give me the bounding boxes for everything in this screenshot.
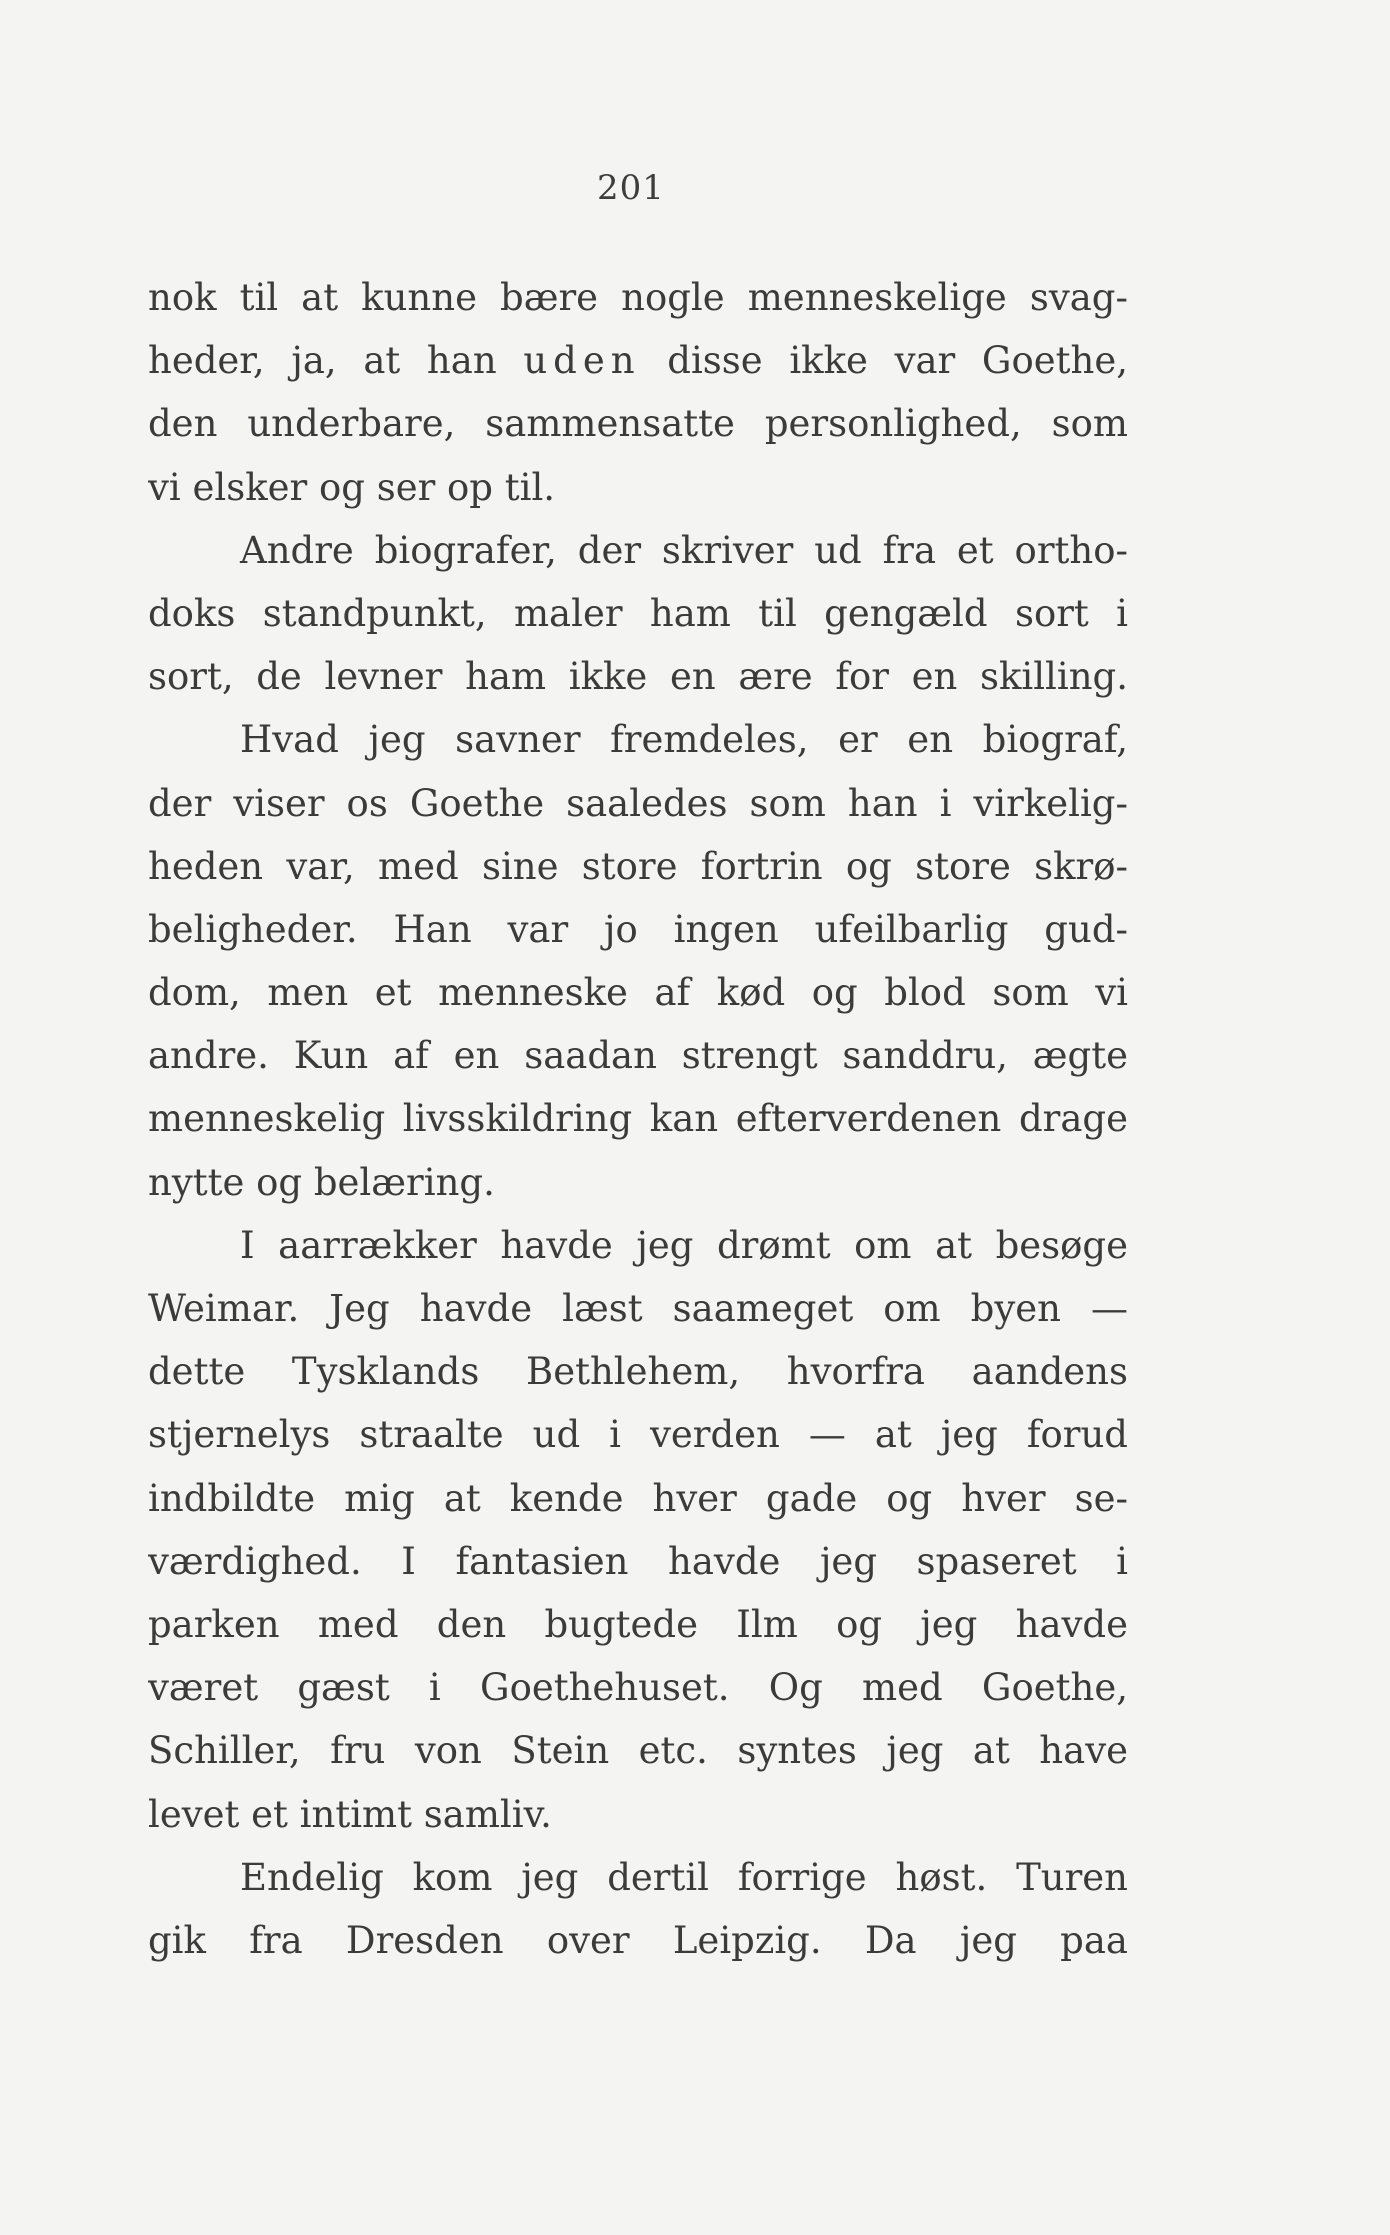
text-line: I aarrækker havde jeg drømt om at besøge <box>240 1223 1128 1267</box>
text-line: den underbare, sammensatte personlighed, som <box>148 402 1128 446</box>
text-line: indbildte mig at kende hver gade og hver se- <box>148 1476 1128 1520</box>
text-line: menneskelig livsskildring kan efterverdenen drage <box>148 1097 1128 1141</box>
body-text <box>148 266 1128 1972</box>
text-line: der viser os Goethe saaledes som han i virkelig- <box>148 781 1128 825</box>
text-line: Weimar. Jeg havde læst saameget om byen — <box>148 1287 1128 1330</box>
text-line: Hvad jeg savner fremdeles, er en biograf, <box>240 718 1128 762</box>
emphasized-word: uden <box>523 339 641 383</box>
text-line: nytte og belæring. <box>148 1160 495 1204</box>
text-line: stjernelys straalte ud i verden — at jeg forud <box>148 1413 1128 1457</box>
text-line: heden var, med sine store fortrin og store skrø- <box>148 844 1128 888</box>
text-line: Endelig kom jeg dertil forrige høst. Turen <box>240 1855 1128 1899</box>
text-line: vi elsker og ser op til. <box>148 465 556 509</box>
text-line: værdighed. I fantasien havde jeg spaseret i <box>148 1539 1128 1583</box>
text-line: beligheder. Han var jo ingen ufeilbarlig gud- <box>148 907 1128 951</box>
text-line: Schiller, fru von Stein etc. syntes jeg at have <box>148 1729 1128 1773</box>
page-number: 201 <box>597 168 665 208</box>
text-line: parken med den bugtede Ilm og jeg havde <box>148 1602 1128 1646</box>
text-segment: disse ikke var Goethe, <box>640 339 1128 383</box>
text-line: sort, de levner ham ikke en ære for en skilling. <box>148 655 1128 699</box>
text-segment: heder, ja, at han <box>148 339 524 383</box>
text-line: andre. Kun af en saadan strengt sanddru, ægte <box>148 1034 1128 1078</box>
text-line: doks standpunkt, maler ham til gengæld sort i <box>148 591 1128 635</box>
text-line: dette Tysklands Bethlehem, hvorfra aandens <box>148 1350 1128 1394</box>
text-line: gik fra Dresden over Leipzig. Da jeg paa <box>148 1918 1128 1962</box>
text-line: Andre biografer, der skriver ud fra et ortho- <box>240 528 1128 572</box>
text-line <box>148 329 1128 392</box>
text-line: nok til at kunne bære nogle menneskelige svag- <box>148 276 1128 319</box>
text-line: været gæst i Goethehuset. Og med Goethe, <box>148 1666 1128 1710</box>
text-line: levet et intimt samliv. <box>148 1792 552 1836</box>
text-line: dom, men et menneske af kød og blod som vi <box>148 971 1128 1015</box>
